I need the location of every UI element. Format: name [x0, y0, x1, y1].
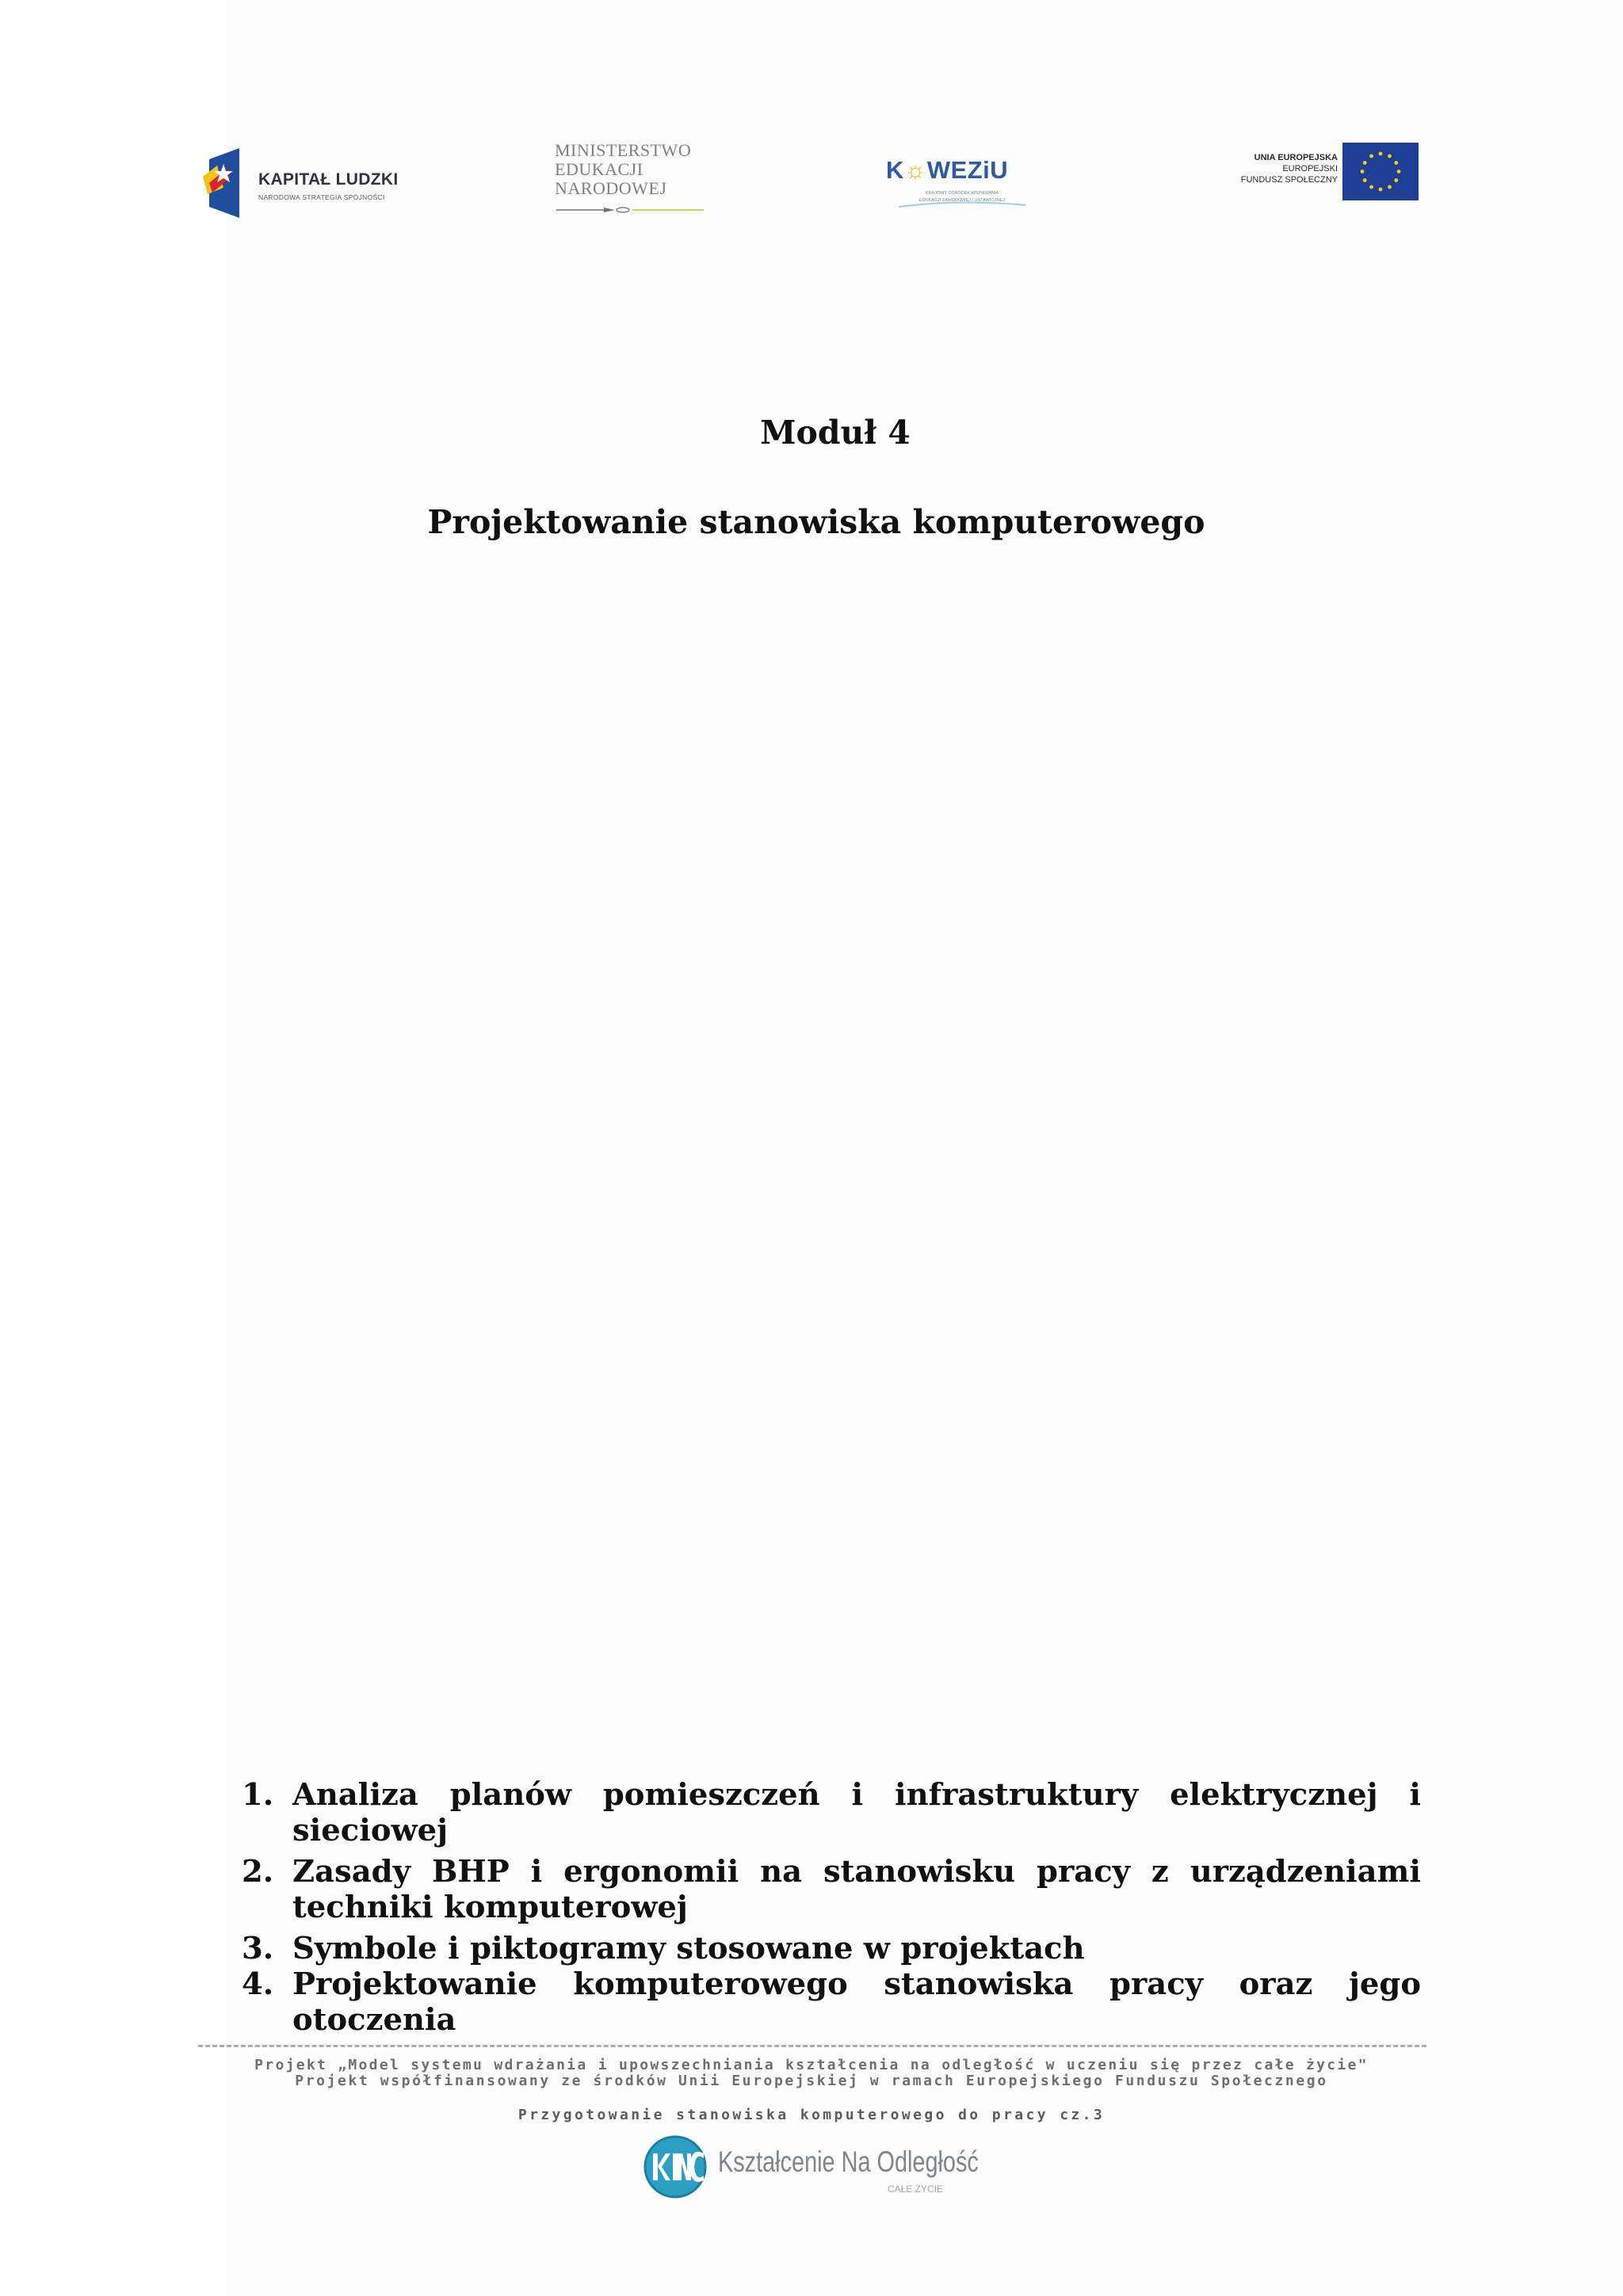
- footer-course-line: Przygotowanie stanowiska komputerowego do pracy cz.3: [517, 2107, 1106, 2123]
- koweziu-subtitle-line-1: KRAJOWY OŚRODEK WSPIERANIA: [925, 191, 999, 196]
- ministry-line-2: EDUKACJI: [555, 159, 643, 179]
- footer-divider: [198, 2045, 1426, 2047]
- list-item-text: Zasady BHP i ergonomii na stanowisku pracy z urządzeniami techniki komputerowej: [292, 1854, 1421, 1925]
- list-item: [242, 1854, 1421, 1925]
- sun-icon: ☼: [903, 156, 927, 184]
- kapital-ludzki-logo: [203, 145, 417, 220]
- kapital-ludzki-name: KAPITAŁ LUDZKI: [258, 170, 399, 189]
- eu-social-fund-logo: [1220, 143, 1419, 202]
- module-title: Moduł 4: [760, 414, 911, 452]
- list-item-number: 1.: [242, 1777, 274, 1813]
- knc-emblem-icon: [643, 2134, 707, 2199]
- kapital-ludzki-subtitle: NARODOWA STRATEGIA SPÓJNOŚCI: [258, 193, 385, 201]
- footer-project-line: Projekt „Model systemu wdrażania i upowszechniania kształcenia na odległość w uczeniu się przez całe życie": [254, 2057, 1369, 2073]
- ministry-line-1: MINISTERSTWO: [555, 140, 692, 160]
- koweziu-subtitle-line-2: EDUKACJI ZAWODOWEJ I USTAWICZNEJ: [919, 198, 1005, 203]
- eu-line-3: FUNDUSZ SPOŁECZNY: [1240, 175, 1338, 185]
- koweziu-swoosh-icon: [899, 200, 1025, 208]
- list-item-number: 3.: [242, 1931, 274, 1966]
- knc-name: Kształcenie Na Odległość: [718, 2145, 979, 2178]
- koweziu-letter-k: K: [886, 156, 904, 184]
- koweziu-wordmark: [886, 156, 1008, 185]
- module-contents-list: [242, 1777, 1421, 2038]
- list-item-number: 2.: [242, 1854, 274, 1890]
- list-item-number: 4.: [242, 1966, 274, 2002]
- list-item-text: Symbole i piktogramy stosowane w projektach: [292, 1931, 1085, 1966]
- footer-cofinance-line: Projekt współfinansowany ze środków Unii Europejskiej w ramach Europejskiego Funduszu Społecznego: [295, 2073, 1328, 2089]
- ministry-line-3: NARODOWEJ: [555, 178, 667, 198]
- koweziu-logo: [886, 147, 1037, 218]
- ministry-of-education-logo: [555, 141, 705, 220]
- kapital-ludzki-flag-icon: [203, 148, 239, 218]
- eu-flag-icon: [1342, 143, 1419, 200]
- list-item-text: Analiza planów pomieszczeń i infrastruktury elektrycznej i sieciowej: [292, 1777, 1421, 1848]
- eu-line-1: UNIA EUROPEJSKA: [1254, 153, 1338, 162]
- eu-line-2: EUROPEJSKI: [1282, 164, 1338, 174]
- knc-logo: [643, 2134, 979, 2206]
- list-item: [242, 1966, 1421, 2038]
- list-item: [242, 1777, 1421, 1848]
- ministry-pen-rule-icon: [556, 206, 704, 214]
- knc-tagline: CAŁE ŻYCIE: [888, 2183, 944, 2195]
- module-subtitle: Projektowanie stanowiska komputerowego: [427, 503, 1205, 541]
- koweziu-letters: WEZiU: [926, 156, 1009, 184]
- list-item: [242, 1931, 1421, 1966]
- eu-text: [1241, 152, 1338, 185]
- list-item-text: Projektowanie komputerowego stanowiska pracy oraz jego otoczenia: [292, 1966, 1421, 2038]
